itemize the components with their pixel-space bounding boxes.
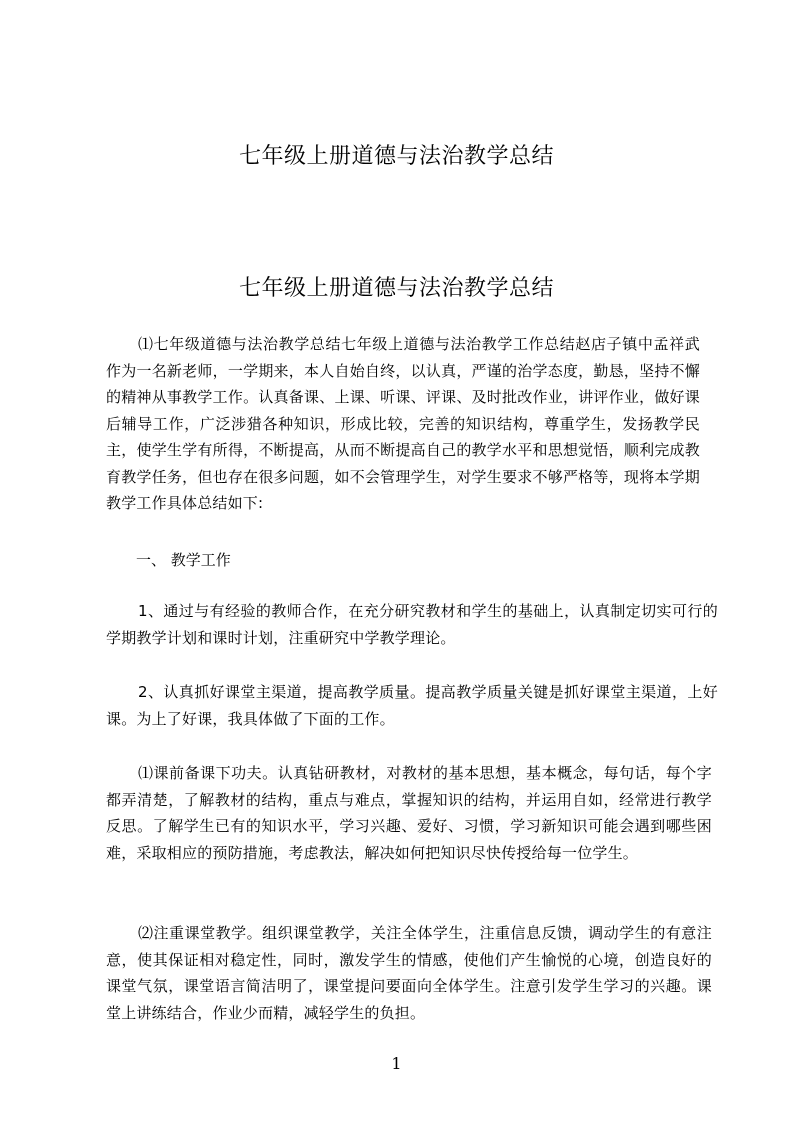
- page-number: 1: [391, 1054, 402, 1073]
- item-1-paragraph: 1、通过与有经验的教师合作，在充分研究教材和学生的基础上，认真制定切实可行的学期教学计划和课时计划，注重研究中学教学理论。: [106, 602, 718, 647]
- document-cover-title: 七年级上册道德与法治教学总结: [238, 144, 554, 169]
- document-title: 七年级上册道德与法治教学总结: [238, 276, 554, 301]
- sub-item-2-paragraph: ⑵注重课堂教学。组织课堂教学，关注全体学生，注重信息反馈，调动学生的有意注意，使其保证相对稳定性，同时，激发学生的情感，使他们产生愉悦的心境，创造良好的课堂气氛，课堂语言简洁明了，课堂提问要面向全体学生。注意引发学生学习的兴趣。课堂上讲练结合，作业少而精，减轻学生的负担。: [106, 924, 712, 1022]
- intro-paragraph: ⑴七年级道德与法治教学总结七年级上道德与法治教学工作总结赵店子镇中孟祥武作为一名新老师，一学期来，本人自始自终，以认真，严谨的治学态度，勤恳，坚持不懈的精神从事教学工作。认真备课、上课、听课、评课、及时批改作业，讲评作业，做好课后辅导工作，广泛涉猎各种知识，形成比较，完善的知识结构，尊重学生，发扬教学民主，使学生学有所得，不断提高，从而不断提高自己的教学水平和思想觉悟，顺利完成教育教学任务，但也存在很多问题，如不会管理学生，对学生要求不够严格等，现将本学期教学工作具体总结如下:: [106, 335, 700, 512]
- section-heading-teaching-work: 一、 教学工作: [136, 551, 231, 569]
- sub-item-1-paragraph: ⑴课前备课下功夫。认真钻研教材，对教材的基本思想，基本概念，每句话，每个字都弄清楚，了解教材的结构，重点与难点，掌握知识的结构，并运用自如，经常进行教学反思。了解学生已有的知识水平，学习兴趣、爱好、习惯，学习新知识可能会遇到哪些困难，采取相应的预防措施，考虑教法，解决如何把知识尽快传授给每一位学生。: [106, 764, 712, 862]
- item-2-paragraph: 2、认真抓好课堂主渠道，提高教学质量。提高教学质量关键是抓好课堂主渠道，上好课。为上了好课，我具体做了下面的工作。: [106, 683, 718, 728]
